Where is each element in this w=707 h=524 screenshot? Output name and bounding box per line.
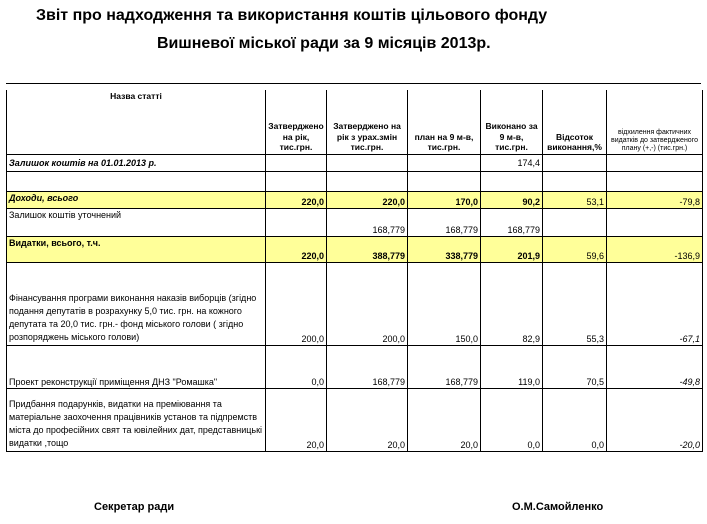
cell-approved: 220,0 <box>266 237 327 263</box>
row-name: Доходи, всього <box>7 192 266 209</box>
cell-plan: 168,779 <box>408 209 481 237</box>
signature-role: Секретар ради <box>94 501 175 513</box>
cell-approved: 0,0 <box>266 346 327 389</box>
row-name: Фінансування програми виконання наказів виборців (згідно подання депутатів в розрахунку 5,0 тис. грн. на кожного депутата та 20,0 тис. грн.- фонд міського голови ( згідно розпоряджень міського голови) <box>7 263 266 346</box>
cell-plan: 168,779 <box>408 346 481 389</box>
cell-approved <box>266 209 327 237</box>
spacer-row <box>7 172 703 192</box>
row-name: Проект реконструкції приміщення ДНЗ "Ромашка" <box>7 346 266 389</box>
cell-percent: 55,3 <box>543 263 607 346</box>
cell-plan: 338,779 <box>408 237 481 263</box>
header-approved-changes: Затверджено на рік з урах.змін тис.грн. <box>327 90 408 155</box>
cell-executed: 0,0 <box>481 389 543 452</box>
cell-executed: 168,779 <box>481 209 543 237</box>
cell-executed: 82,9 <box>481 263 543 346</box>
cell-approved <box>266 155 327 172</box>
report-title-line1: Звіт про надходження та використання коштів цільового фонду <box>36 7 548 24</box>
cell-executed: 90,2 <box>481 192 543 209</box>
cell-approved: 20,0 <box>266 389 327 452</box>
cell-approved-changes: 200,0 <box>327 263 408 346</box>
cell-deviation: -49,8 <box>607 346 703 389</box>
table-row <box>7 346 703 389</box>
cell-percent: 53,1 <box>543 192 607 209</box>
cell-approved: 220,0 <box>266 192 327 209</box>
row-name: Видатки, всього, т.ч. <box>7 237 266 263</box>
cell-approved-changes: 388,779 <box>327 237 408 263</box>
header-name: Назва статті <box>7 90 266 155</box>
cell-plan <box>408 155 481 172</box>
table-row-expenses <box>7 237 703 263</box>
cell-deviation <box>607 209 703 237</box>
cell-percent <box>543 155 607 172</box>
cell-approved-changes <box>327 155 408 172</box>
cell-plan: 150,0 <box>408 263 481 346</box>
header-deviation: відхилення фактичних видатків до затвердженого плану (+,-) (тис.грн.) <box>607 90 703 155</box>
row-name: Придбання подарунків, видатки на преміювання та матеріальне заохочення працівників установ та підпремств міста до професійних свят та ювілейних дат, представницькі видатки ,тощо <box>7 389 266 452</box>
cell-approved-changes: 20,0 <box>327 389 408 452</box>
cell-executed: 174,4 <box>481 155 543 172</box>
row-name: Залишок коштів на 01.01.2013 р. <box>7 155 266 172</box>
cell-approved-changes: 168,779 <box>327 209 408 237</box>
cell-percent: 70,5 <box>543 346 607 389</box>
row-name: Залишок коштів уточнений <box>7 209 266 237</box>
header-approved: Затверджено на рік, тис.грн. <box>266 90 327 155</box>
report-title-line2: Вишневої міської ради за 9 місяців 2013р. <box>157 35 491 52</box>
table-row-income <box>7 192 703 209</box>
header-executed: Виконано за 9 м-в, тис.грн. <box>481 90 543 155</box>
cell-deviation: -79,8 <box>607 192 703 209</box>
signature-name: О.М.Самойленко <box>512 501 604 513</box>
header-plan: план на 9 м-в, тис.грн. <box>408 90 481 155</box>
cell-deviation: -67,1 <box>607 263 703 346</box>
table-header-row <box>7 90 703 155</box>
table-row <box>7 155 703 172</box>
cell-plan: 170,0 <box>408 192 481 209</box>
cell-percent: 0,0 <box>543 389 607 452</box>
cell-approved-changes: 168,779 <box>327 346 408 389</box>
cell-deviation: -20,0 <box>607 389 703 452</box>
cell-plan: 20,0 <box>408 389 481 452</box>
cell-executed: 119,0 <box>481 346 543 389</box>
cell-deviation <box>607 155 703 172</box>
report-table <box>6 90 703 452</box>
table-row <box>7 209 703 237</box>
cell-deviation: -136,9 <box>607 237 703 263</box>
cell-approved: 200,0 <box>266 263 327 346</box>
table-row <box>7 263 703 346</box>
cell-percent <box>543 209 607 237</box>
table-row <box>7 389 703 452</box>
header-percent: Відсоток виконання,% <box>543 90 607 155</box>
cell-percent: 59,6 <box>543 237 607 263</box>
top-rule <box>6 83 701 84</box>
cell-executed: 201,9 <box>481 237 543 263</box>
cell-approved-changes: 220,0 <box>327 192 408 209</box>
